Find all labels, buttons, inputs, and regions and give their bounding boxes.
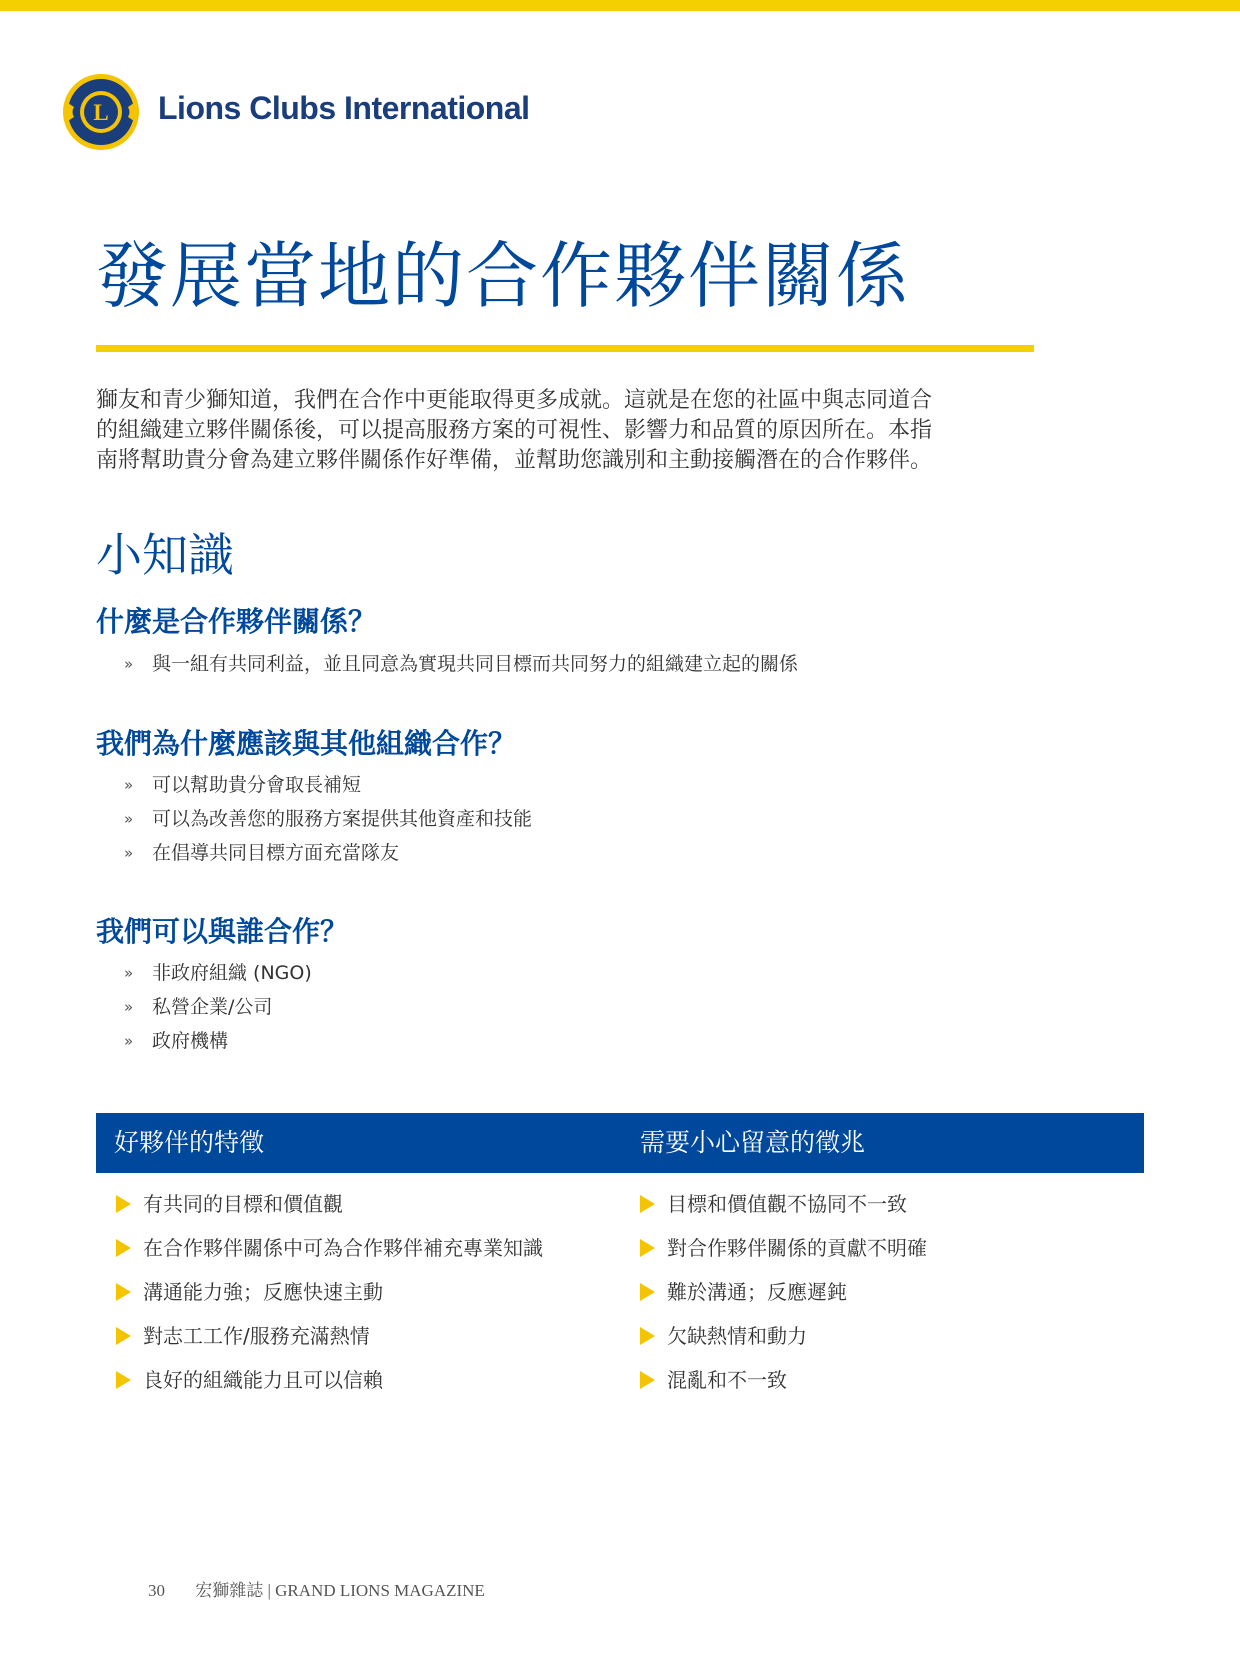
list-item xyxy=(124,652,798,686)
list-item-text: 有共同的目標和價值觀 xyxy=(143,1192,343,1216)
intro-line: 的組織建立夥伴關係後，可以提高服務方案的可視性、影響力和品質的原因所在。本指 xyxy=(96,418,933,443)
good-partner-header: 好夥伴的特徵 xyxy=(114,1128,265,1157)
bullet-marker: » xyxy=(124,810,134,828)
title-underline xyxy=(96,345,1034,352)
list-item-text: 私營企業/公司 xyxy=(152,996,273,1018)
list-item xyxy=(640,1324,927,1368)
list-item xyxy=(116,1368,543,1412)
page-footer xyxy=(148,1576,485,1601)
list-item xyxy=(640,1280,927,1324)
triangle-bullet-icon xyxy=(640,1371,655,1389)
list-item-text: 目標和價值觀不協同不一致 xyxy=(667,1192,907,1216)
bullet-marker: » xyxy=(124,964,134,982)
page-title: 發展當地的合作夥伴關係 xyxy=(96,234,911,318)
bullet-marker: » xyxy=(124,655,134,673)
list-item-text: 可以為改善您的服務方案提供其他資產和技能 xyxy=(152,808,533,830)
question-heading: 什麼是合作夥伴關係？ xyxy=(96,605,377,638)
list-item-text: 良好的組織能力且可以信賴 xyxy=(143,1368,383,1392)
triangle-bullet-icon xyxy=(116,1283,131,1301)
answer-list xyxy=(124,961,312,1063)
comparison-table-header xyxy=(96,1113,1144,1173)
svg-text:L: L xyxy=(93,100,109,125)
triangle-bullet-icon xyxy=(640,1195,655,1213)
bullet-marker: » xyxy=(124,776,134,794)
answer-list xyxy=(124,773,532,875)
triangle-bullet-icon xyxy=(116,1371,131,1389)
list-item-text: 在合作夥伴關係中可為合作夥伴補充專業知識 xyxy=(143,1236,543,1260)
triangle-bullet-icon xyxy=(116,1195,131,1213)
list-item-text: 在倡導共同目標方面充當隊友 xyxy=(152,842,400,864)
triangle-bullet-icon xyxy=(116,1327,131,1345)
list-item xyxy=(640,1368,927,1412)
answer-list xyxy=(124,652,798,686)
list-item xyxy=(116,1236,543,1280)
triangle-bullet-icon xyxy=(640,1327,655,1345)
good-partner-list xyxy=(116,1192,543,1412)
warning-signs-list xyxy=(640,1192,927,1412)
list-item-text: 可以幫助貴分會取長補短 xyxy=(152,774,362,796)
triangle-bullet-icon xyxy=(640,1239,655,1257)
bullet-marker: » xyxy=(124,1032,134,1050)
page-number: 30 xyxy=(148,1581,165,1600)
list-item xyxy=(116,1192,543,1236)
list-item xyxy=(124,995,312,1029)
bullet-marker: » xyxy=(124,998,134,1016)
lions-logo-icon xyxy=(62,73,140,151)
triangle-bullet-icon xyxy=(116,1239,131,1257)
list-item xyxy=(640,1192,927,1236)
list-item xyxy=(124,961,312,995)
list-item xyxy=(124,1029,312,1063)
list-item xyxy=(124,807,532,841)
list-item-text: 混亂和不一致 xyxy=(667,1368,787,1392)
list-item xyxy=(124,773,532,807)
list-item-text: 對合作夥伴關係的貢獻不明確 xyxy=(667,1236,927,1260)
section-heading: 小知識 xyxy=(96,528,234,582)
list-item-text: 欠缺熱情和動力 xyxy=(667,1324,807,1348)
magazine-name: 宏獅雜誌 | GRAND LIONS MAGAZINE xyxy=(195,1581,485,1600)
list-item xyxy=(124,841,532,875)
intro-paragraph xyxy=(96,386,1056,476)
intro-line: 南將幫助貴分會為建立夥伴關係作好準備，並幫助您識別和主動接觸潛在的合作夥伴。 xyxy=(96,448,933,473)
intro-line: 獅友和青少獅知道，我們在合作中更能取得更多成就。這就是在您的社區中與志同道合 xyxy=(96,388,933,413)
list-item-text: 溝通能力強；反應快速主動 xyxy=(143,1280,383,1304)
list-item-text: 對志工工作/服務充滿熱情 xyxy=(143,1324,370,1348)
list-item-text: 與一組有共同利益，並且同意為實現共同目標而共同努力的組織建立起的關係 xyxy=(152,653,799,675)
question-heading: 我們為什麼應該與其他組織合作？ xyxy=(96,727,517,760)
list-item-text: 政府機構 xyxy=(152,1030,229,1052)
list-item xyxy=(640,1236,927,1280)
triangle-bullet-icon xyxy=(640,1283,655,1301)
list-item xyxy=(116,1324,543,1368)
list-item-text: 非政府組織 (NGO) xyxy=(152,962,312,984)
top-accent-bar xyxy=(0,0,1240,11)
list-item-text: 難於溝通；反應遲鈍 xyxy=(667,1280,847,1304)
warning-signs-header: 需要小心留意的徵兆 xyxy=(640,1128,866,1157)
question-heading: 我們可以與誰合作？ xyxy=(96,915,349,948)
brand-name: Lions Clubs International xyxy=(158,90,530,126)
bullet-marker: » xyxy=(124,844,134,862)
list-item xyxy=(116,1280,543,1324)
